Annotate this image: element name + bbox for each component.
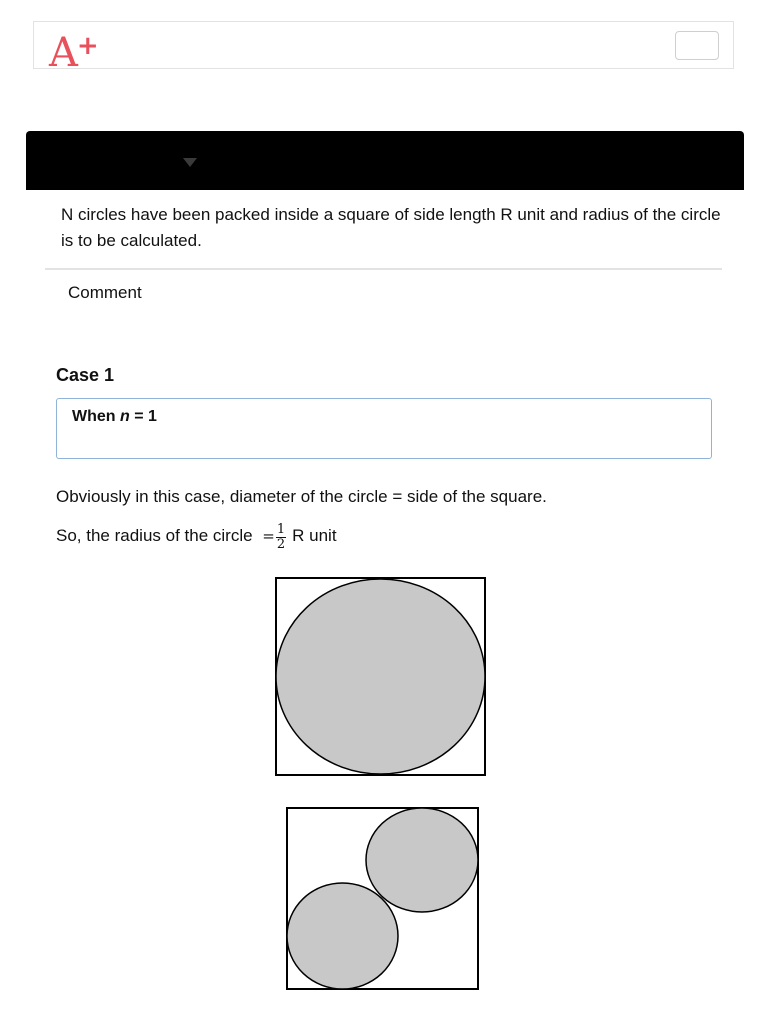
- caret-down-icon[interactable]: [183, 158, 197, 167]
- divider: [45, 268, 722, 270]
- circle: [287, 883, 398, 989]
- top-header: [33, 21, 734, 76]
- navigation-bar: [26, 131, 744, 190]
- comment-link[interactable]: Comment: [68, 283, 142, 302]
- explanation-line: Obviously in this case, diameter of the circle = side of the square.: [56, 487, 547, 506]
- menu-toggle-button[interactable]: [675, 31, 719, 60]
- case-condition-text: When n = 1: [72, 408, 157, 425]
- fraction: $\frac{1}{2}$: [276, 522, 286, 552]
- two-circle-figure: [286, 807, 480, 991]
- case-condition-box: [56, 398, 712, 459]
- one-circle-figure: [275, 577, 487, 777]
- case-heading: Case 1: [56, 365, 115, 385]
- site-logo[interactable]: A+: [49, 30, 98, 76]
- circle: [366, 808, 478, 912]
- circle: [276, 579, 485, 774]
- radius-result-line: So, the radius of the circle = $\frac{1}{2}$ R unit: [56, 522, 337, 552]
- question-text: N circles have been packed inside a square of side length R unit and radius of the circle is to be calculated.: [61, 205, 721, 250]
